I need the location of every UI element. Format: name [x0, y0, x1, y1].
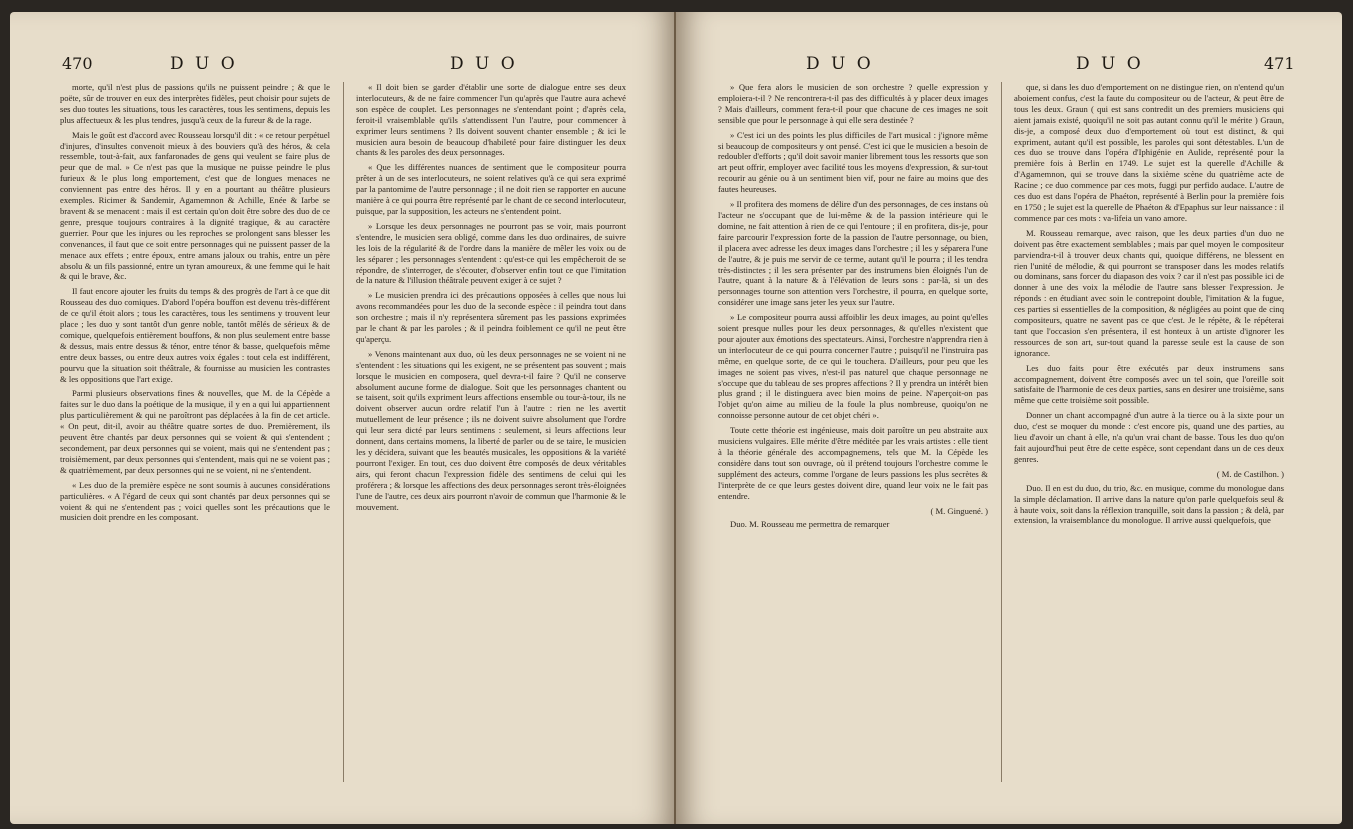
paragraph: » Que fera alors le musicien de son orchestre ? quelle expression y emploiera-t-il ? Ne rencontrera-t-il pas des difficultés à y placer deux images ? Mais d'ailleurs, comment fera-t-il pour que chacune de ces images ne soit sensible que pour le personnage à qui elle sera destinée ?	[718, 82, 988, 125]
column-rule	[343, 82, 344, 782]
book-spread	[10, 12, 1343, 824]
paragraph: « Que les différentes nuances de sentiment que le compositeur pourra prêter à un de ses interlocuteurs, ne soient relatives qu'à ce qui sera exprimé par la pantomime de l'autre personnage ; il ne doit rien se rapporter en aucune manière à ce qui pourra être représenté par le chant de ce second interlocuteur, puisque, par la supposition, les acteurs ne s'entendent point.	[356, 162, 626, 216]
running-header-left-col1: D U O	[170, 54, 238, 74]
paragraph: « Il doit bien se garder d'établir une sorte de dialogue entre ses deux interlocuteurs, & de ne faire commencer l'un qu'après que l'autre aura achevé son espèce de couplet. Les personnages ne s'entendant point ; d'après cela, feroit-il vraisemblable qu'ils s'attendissent l'un l'autre, pour commencer à exprimer leurs sentimens ? Ils doivent souvent chanter ensemble ; & ici le musicien aura besoin de beaucoup d'habileté pour faire distinguer les deux chants & les paroles des deux personnages.	[356, 82, 626, 158]
right-page	[676, 12, 1342, 824]
paragraph: Duo. Il en est du duo, du trio, &c. en musique, comme du monologue dans la simple déclamation. Il arrive dans la nature qu'on parle quelquefois seul & à haute voix, soit dans la réflexion tranquille, soit dans la passion ; & delà, par extension, la vraisemblance du monologue. Il arrive aussi quelquefois, que	[1014, 482, 1284, 526]
paragraph: » C'est ici un des points les plus difficiles de l'art musical : j'ignore même si beaucoup de compositeurs y ont pensé. C'est ici que le musicien a besoin de redoubler d'efforts ; qu'il doit savoir manier librement tous les ressorts que son art peut offrir, employer avec facilité tous les moyens d'expression, & sur-tout recourir au génie ou à un sentiment bien vif, pour ne faire au moins que des fautes heureuses.	[718, 129, 988, 195]
right-column-2	[1014, 82, 1284, 530]
paragraph: Les duo faits pour être exécutés par deux instrumens sans accompagnement, doivent être composés avec un tel soin, que l'oreille soit satisfaite de l'harmonie de ces deux parties, sans en desirer une troisième, sans même que cette troisième soit possible.	[1014, 362, 1284, 406]
running-header-right-col2: D U O	[1076, 54, 1144, 74]
paragraph: Duo. M. Rousseau me permettra de remarquer	[730, 519, 890, 530]
running-header-right-col1: D U O	[806, 54, 874, 74]
paragraph: » Il profitera des momens de délire d'un des personnages, de ces instans où l'acteur ne s'occupant que de lui-même & de la passion intérieure qui le domine, ne fait attention à rien de ce qui l'entoure ; il en profitera, dis-je, pour faire parcourir l'expression forte de la passion de l'autre personnage, ou bien, il placera avec adresse les deux images dans l'orchestre ; il les y séparera l'une de l'autre, & je puis me servir de ce terme, autant qu'il le pourra ; il les tendra très-distinctes ; il les sera présenter par des instrumens bien éloignés l'un de l'autre, quant à la nature & à l'élévation de leurs sons : par-là, si un des personnages tourne son attention vers l'orchestre, il pourra, en quelque sorte, considérer une image sans jeter les yeux sur l'autre.	[718, 199, 988, 308]
right-column-1	[718, 82, 988, 534]
page-number-left: 470	[62, 54, 93, 73]
signature: ( M. de Castilhon. )	[1216, 468, 1284, 479]
paragraph: » Le compositeur pourra aussi affoiblir les deux images, au point qu'elles soient presque nulles pour les deux personnages, & qu'elles n'existent que pour ajouter aux émotions des spectateurs. Ainsi, l'orchestre n'apprendra rien à un interlocuteur de ce qui pourra concerner l'autre ; puisqu'il ne l'instruira pas même, en quelque sorte, de ce qui le touchera. D'ailleurs, pour peu que les images ne soient pas vives, n'est-il pas naturel que chaque personnage ne s'occupe que du tableau de ses propres affections ? Il y prendra un intérêt bien plus grand ; il le distinguera avec bien moins de peine. N'aperçoit-on pas l'objet qu'on aime au milieu de la foule la plus nombreuse, quoiqu'on ne connoisse personne autour de cet objet chéri ».	[718, 312, 988, 421]
left-page	[10, 12, 676, 824]
paragraph: Parmi plusieurs observations fines & nouvelles, que M. de la Cépède a faites sur le duo dans la poétique de la musique, il y en a qui lui appartiennent plus particulièrement & qui ne paroîtront pas déplacées à la fin de cet article. « On peut, dit-il, avoir au théâtre quatre sortes de duo. Premièrement, ils peuvent être chantés par deux personnes qui se voient & qui s'entendent ; secondement, par deux personnes qui se voient, mais qui ne s'entendent pas ; troisièmement, par deux personnes qui s'entendent, mais qui ne se voient pas ; & quatrièmement, par deux personnes qui ne se voient, ni ne s'entendent.	[60, 388, 330, 475]
paragraph: » Lorsque les deux personnages ne pourront pas se voir, mais pourront s'entendre, le musicien sera obligé, comme dans les duo ordinaires, de suivre les lois de la régularité & de l'ordre dans la manière de mêler les voix ou de les séparer ; les personnages s'entendent : qu'est-ce qui les empêcheroit de se répondre, de s'interroger, de s'écouter, d'observer enfin tout ce que l'imitation de la nature & l'illusion théâtrale peuvent exiger à ce sujet ?	[356, 220, 626, 286]
paragraph: Il faut encore ajouter les fruits du temps & des progrès de l'art à ce que dit Rousseau des duo comiques. D'abord l'opéra bouffon est devenu très-différent de ce qu'il étoit alors ; tous les caractères, tous les sentimens y trouvent leur place ; les duo y sont tantôt d'un genre noble, tantôt mêlés de sérieux & de comique, quelquefois entièrement bouffons, & non plus seulement entre basse & dessus, mais entre dessus & ténor, entre ténor & basse, quelquefois même entre deux basses, ou entre deux autres voix égales : tout cela est indifférent, pourvu que la situation soit théâtrale, & fournisse au musicien les contrastes & les oppositions que l'art exige.	[60, 286, 330, 384]
paragraph: que, si dans les duo d'emportement on ne distingue rien, on n'entend qu'un aboiement confus, c'est la faute du compositeur ou de l'acteur, & peut être de tous les deux. Graun ( qui est sans contredit un des premiers musiciens qui aient jamais existé, quoiqu'il ne soit pas autant connu qu'il le mérite ) Graun, dis-je, a composé deux duo d'emportement où tout est distinct, & qui expriment, autant qu'il est possible, les paroles qui sont détestables. L'un de ces duo se trouve dans l'opéra d'Iphigénie en Aulide, représenté pour la première fois à Berlin en 1749. Le sujet est la querelle d'Achille & d'Agamemnon, qui se trouve dans la sixième scène du quatrième acte de Racine ; ce duo commence par ces mots, fuggi pur perfido audace. L'autre de ces duo est dans l'opéra de Phaéton, représenté à Berlin pour la première fois en 1750 ; le sujet est la querelle de Phaéton & d'Epaphus sur leur naissance : il commence par ces mots : va-lìfeia un vano amore.	[1014, 82, 1284, 223]
column-rule	[1001, 82, 1002, 782]
paragraph: morte, qu'il n'est plus de passions qu'ils ne puissent peindre ; & que le poëte, sûr de trouver en eux des interprètes fidèles, peut choisir pour sujets de ses duo toutes les situations, tous les caractères, tous les sentimens, depuis les plus affectueux & les plus tendres, jusqu'à ceux de la fureur & de la rage.	[60, 82, 330, 125]
page-number-right: 471	[1264, 54, 1295, 73]
paragraph: « Les duo de la première espèce ne sont soumis à aucunes considérations particulières. « A l'égard de ceux qui sont chantés par deux personnes qui se voient & qui ne s'entendent pas ; voici quelles sont les précautions que le musicien doit prendre en les composant.	[60, 479, 330, 523]
paragraph: Toute cette théorie est ingénieuse, mais doit paroître un peu abstraite aux musiciens vulgaires. Elle mérite d'être méditée par les vrais artistes : elle tient à la théorie générale des accompagnemens, tels que M. la Cépède les considère dans tout son ouvrage, où il prétend toujours l'orchestre comme le supplément des acteurs, comme l'organe de leurs passions les plus secrètes & l'interprète de ce que leurs gestes doivent dire, quand leur voix ne le fait pas entendre.	[718, 425, 988, 501]
left-column-1	[60, 82, 330, 527]
left-column-2	[356, 82, 626, 516]
running-header-left-col2: D U O	[450, 54, 518, 74]
paragraph: » Venons maintenant aux duo, où les deux personnages ne se voient ni ne s'entendent : les situations qui les exigent, ne se présentent pas souvent ; mais lorsque le musicien en composera, quel devra-t-il faire ? Qu'il ne conserve absolument aucune forme de dialogue. Soit que les personnages chantent ou se taisent, soit qu'ils expriment leurs affections ensemble ou tour-à-tour, ils ne doivent observer aucun ordre relatif l'un à l'autre : rien ne les avertit mutuellement de leur présence ; ils ne doivent suivre absolument que l'ordre qui leur sera dicté par leurs sentimens : seulement, si leurs affections leur donnent, dans certains momens, la liberté de parler ou de se taire, le musicien les y décidera, suivant que les beautés musicales, les oppositions & la variété pourront l'exiger. En tout, ces duo doivent être composés de deux véritables airs, qui feront chacun l'expression fidèle des sentimens de celui qui les proférera ; & lorsque les affections des deux personnages seront très-éloignées l'une de l'autre, ces deux airs pourront n'avoir de commun que l'harmonie & le mouvement.	[356, 348, 626, 512]
signature: ( M. Ginguené. )	[930, 505, 988, 516]
paragraph: » Le musicien prendra ici des précautions opposées à celles que nous lui avons recommandées pour les duo de la seconde espèce : il peindra tout dans son orchestre ; mais il n'y représentera sûrement pas les passions exprimées par le chant & par les paroles ; & il peindra foiblement ce qu'il ne peut être qu'aperçu.	[356, 290, 626, 344]
paragraph: Mais le goût est d'accord avec Rousseau lorsqu'il dit : « ce retour perpétuel d'injures, d'insultes convenoit mieux à des bouviers qu'à des héros, & cela ressemble, tout-à-fait, aux fanfaronades de gens qui veulent se faire plus de peur que de mal. » Ce n'est pas que la musique ne puisse peindre le plus furieux & le plus long emportement, c'est que de longues menaces ne conviennent pas entre des héros. Il y en a pourtant au théâtre plusieurs exemples. Ricimer & Sandemir, Agamemnon & Achille, Enée & Iarbe se bravent & se menacent : mais il est certain qu'on doit être sobre des duo de ce genre, presque toujours contraires à la dignité tragique, & au caractère guerrier. Pour que les injures ou les reproches se prolongent sans blesser les convenances, il faut que ce soit entre personnages qui ne puissent passer de la menace aux effets ; entre époux, entre amans jaloux ou trahis, entre un père absolu & un fils passionné, entre un tyran amoureux, & une femme qui le hait & qui le brave, &c.	[60, 129, 330, 282]
paragraph: M. Rousseau remarque, avec raison, que les deux parties d'un duo ne doivent pas être exactement semblables ; mais par quel moyen le compositeur parviendra-t-il à trouver deux chants qui, quoique différens, ne blessent en rien l'unité de mélodie, & qui pourront se transposer dans les modes relatifs ou dominans, sans forcer du diapason des voix ? car il n'est pas possible ici de donner à une des voix la mélodie de l'autre sans blesser l'expression. Je réponds : en étudiant avec soin le contrepoint double, l'imitation & la fugue, ces parties si essentielles de la composition, & négligées au point que de cinq compositeurs, quatre ne savent pas ce que c'est. Je le répète, & le répéterai tant que l'occasion s'en présentera, il est honteux à un artiste d'ignorer les ressources de son art, sur-tout quand la paresse seule est la cause de son ignorance.	[1014, 227, 1284, 358]
paragraph: Donner un chant accompagné d'un autre à la tierce ou à la sixte pour un duo, c'est se moquer du monde : c'est encore pis, quand une des parties, au lieu d'avoir un chant à elle, n'a qu'un vrai chant de basse. Tous les duo qu'on fait aujourd'hui peut être de cette espèce, sont cependant dans un de ces deux genres.	[1014, 410, 1284, 464]
